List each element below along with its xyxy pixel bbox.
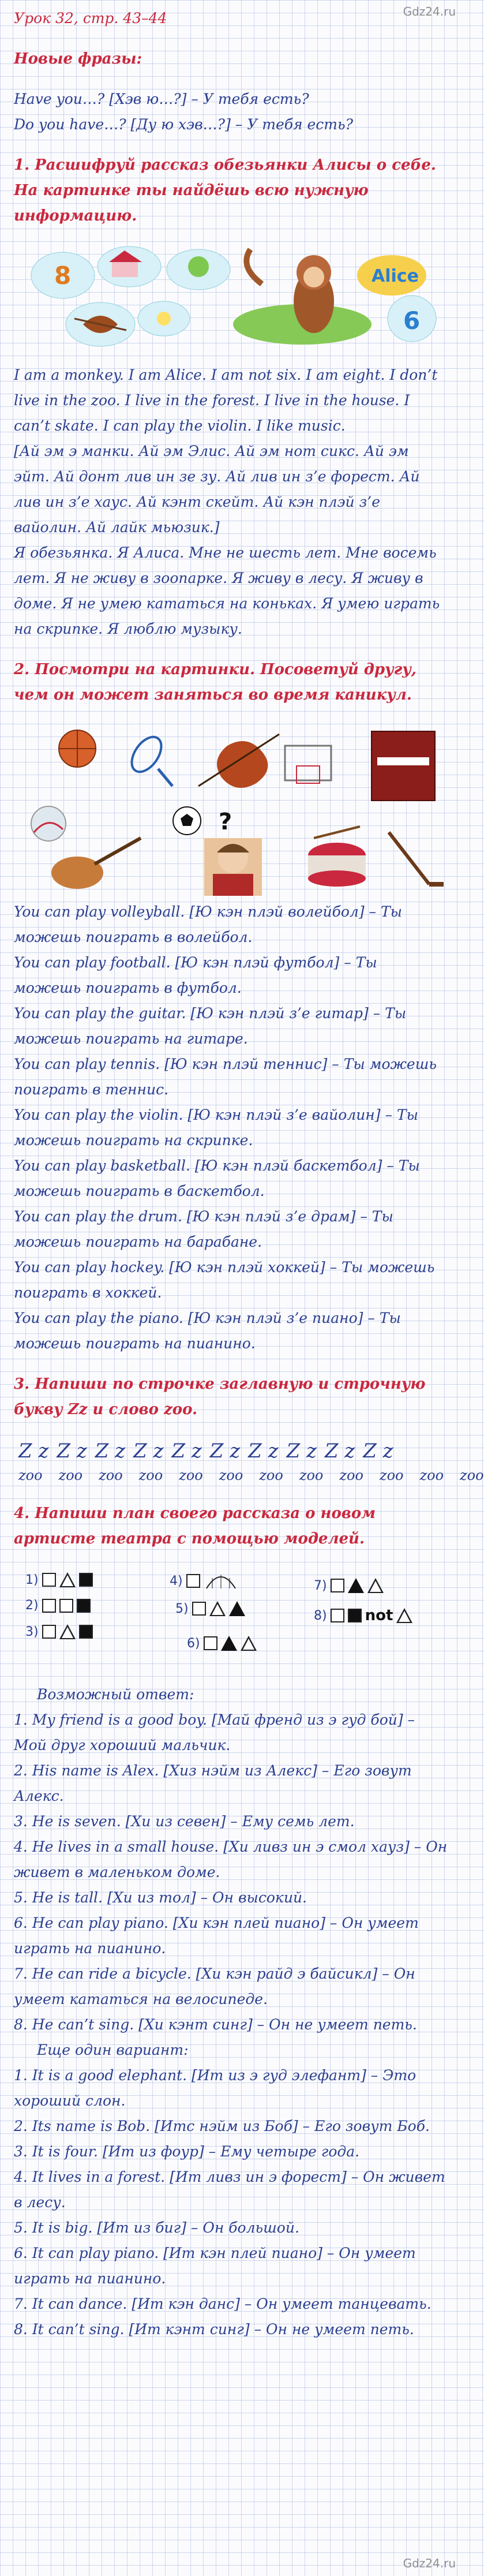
task2-line-6: You can play basketball. [Ю кэн плэй баскетбол] – Ты можешь поиграть в баскетбол.	[14, 1157, 420, 1199]
lesson-header: Урок 32, стр. 43–44	[14, 10, 167, 27]
model-5-label: 5)	[175, 1601, 189, 1616]
model-6-label: 6)	[187, 1636, 200, 1651]
answer2-line-2: 2. Its name is Bob. [Итс нэйм из Боб] – Его зовут Боб.	[14, 2118, 430, 2134]
answer2-line-4: 4. It lives in a forest. [Ит ливз ин э форест] – Он живет в лесу.	[14, 2169, 445, 2211]
picture1-label-6: 6	[403, 306, 421, 335]
answer1-line-6: 6. He can play piano. [Хи кэн плей пиано] – Он умеет играть на пианино.	[14, 1915, 419, 1957]
guitar-icon	[51, 857, 103, 889]
square-icon	[204, 1636, 217, 1650]
model-1	[25, 1572, 93, 1587]
task2-line-3: You can play the guitar. [Ю кэн плэй з’е гитар] – Ты можешь поиграть на гитаре.	[14, 1005, 407, 1047]
answer1-title: Возможный ответ:	[37, 1686, 194, 1703]
z-letter: Z z	[171, 1440, 202, 1463]
zoo-word: zoo	[179, 1467, 203, 1483]
model-4	[170, 1572, 238, 1590]
triangle-outline-icon	[59, 1572, 76, 1587]
filled-square-icon	[79, 1625, 93, 1639]
square-icon	[42, 1599, 56, 1613]
square-icon	[42, 1625, 56, 1639]
z-letter: Z z	[248, 1440, 279, 1463]
z-letter: Z z	[18, 1440, 49, 1463]
square-icon	[59, 1599, 73, 1613]
model-4-label: 4)	[170, 1573, 183, 1588]
triangle-filled-icon	[229, 1601, 245, 1616]
task2-line-1: You can play volleyball. [Ю кэн плэй волейбол] – Ты можешь поиграть в волейбол.	[14, 903, 403, 945]
z-letter: Z z	[209, 1440, 241, 1463]
story-models	[14, 1566, 448, 1682]
house-icon	[204, 1572, 238, 1590]
phrase-1: Have you…? [Хэв ю…?] – У тебя есть?	[14, 91, 309, 107]
triangle-filled-icon	[221, 1636, 237, 1651]
model-1-label: 1)	[25, 1572, 39, 1587]
activities-illustration-svg	[14, 723, 448, 896]
zoo-word: zoo	[58, 1467, 83, 1483]
answer2-line-6: 6. It can play piano. [Ит кэн плей пиано] – Он умеет играть на пианино.	[14, 2245, 416, 2287]
model-6	[187, 1636, 257, 1651]
z-letter: Z z	[133, 1440, 164, 1463]
model-2-label: 2)	[25, 1598, 39, 1613]
square-icon	[331, 1579, 344, 1592]
task2-line-8: You can play hockey. [Ю кэн плэй хоккей] – Ты можешь поиграть в хоккей.	[14, 1259, 435, 1301]
z-letter: Z z	[324, 1440, 355, 1463]
zoo-word: zoo	[299, 1467, 324, 1483]
phrase-2: Do you have…? [Ду ю хэв…?] – У тебя есть?	[14, 116, 354, 133]
picture1-label-8: 8	[54, 261, 72, 290]
answer1-line-5: 5. He is tall. [Хи из тол] – Он высокий.	[14, 1889, 307, 1906]
model-3	[25, 1624, 93, 1639]
violin-icon	[217, 741, 268, 788]
filled-square-icon	[77, 1599, 91, 1613]
basketball-hoop-icon	[285, 746, 331, 780]
not-label: not	[365, 1607, 393, 1624]
answer1-line-2: 2. His name is Alex. [Хиз нэйм из Алекс] – Его зовут Алекс.	[14, 1762, 412, 1804]
task2-line-5: You can play the violin. [Ю кэн плэй з’е вайолин] – Ты можешь поиграть на скрипке.	[14, 1106, 418, 1149]
answer1-line-1: 1. My friend is a good boy. [Май френд из э гуд бой] – Мой друг хороший мальчик.	[14, 1711, 415, 1754]
model-7-label: 7)	[314, 1578, 327, 1593]
zoo-words-row	[14, 1465, 484, 1486]
task2-line-4: You can play tennis. [Ю кэн плэй теннис] – Ты можешь поиграть в теннис.	[14, 1056, 437, 1098]
model-5	[175, 1601, 245, 1616]
task1-transcription: [Ай эм э манки. Ай эм Элис. Ай эм нот сикс. Ай эм эйт. Ай донт лив ин зе зу. Ай лив ин з’е форест. Ай лив ин з’е хаус. Ай кэнт скейт. Ай кэн плэй з’е вайолин. Ай лайк мьюзик.]	[14, 443, 420, 536]
task1-translation: Я обезьянка. Я Алиса. Мне не шесть лет. Мне восемь лет. Я не живу в зоопарке. Я живу в лесу. Я живу в доме. Я не умею кататься на коньках. Я умею играть на скрипке. Я люблю музыку.	[14, 544, 440, 637]
zoo-word: zoo	[339, 1467, 363, 1483]
z-letter: Z z	[363, 1440, 393, 1463]
answer2-line-1: 1. It is a good elephant. [Ит из э гуд элефант] – Это хороший слон.	[14, 2067, 417, 2109]
zoo-word: zoo	[379, 1467, 404, 1483]
answer2-title: Еще один вариант:	[37, 2042, 189, 2058]
answer1-line-8: 8. He can’t sing. [Хи кэнт синг] – Он не умеет петь.	[14, 2016, 417, 2033]
zoo-word: zoo	[18, 1467, 43, 1483]
task2-line-2: You can play football. [Ю кэн плэй футбол] – Ты можешь поиграть в футбол.	[14, 954, 377, 996]
triangle-filled-icon	[348, 1578, 364, 1593]
triangle-outline-icon	[396, 1608, 412, 1623]
hockey-stick-icon	[389, 832, 429, 884]
triangle-outline-icon	[241, 1636, 257, 1651]
square-icon	[42, 1573, 56, 1587]
z-letter: Z z	[57, 1440, 87, 1463]
square-icon	[192, 1602, 206, 1616]
task1-text: I am a monkey. I am Alice. I am not six. I am eight. I don’t live in the zoo. I live in the forest. I live in the house. I can’t skate. I can play the violin. I like music.	[14, 367, 438, 434]
task2-line-7: You can play the drum. [Ю кэн плэй з’е драм] – Ты можешь поиграть на барабане.	[14, 1208, 393, 1250]
picture1-label-alice: Alice	[372, 266, 419, 286]
monkey-illustration-svg	[14, 244, 448, 359]
answer1-line-3: 3. He is seven. [Хи из севен] – Ему семь лет.	[14, 1813, 355, 1830]
task2-line-9: You can play the piano. [Ю кэн плэй з’е пиано] – Ты можешь поиграть на пианино.	[14, 1310, 401, 1352]
filled-square-icon	[79, 1573, 93, 1587]
question-mark: ?	[219, 809, 232, 835]
new-phrases-title: Новые фразы:	[14, 50, 142, 68]
site-watermark: Gdz24.ru	[403, 5, 456, 18]
answer2-line-3: 3. It is four. [Ит из фоур] – Ему четыре года.	[14, 2143, 360, 2160]
model-8	[314, 1607, 412, 1624]
square-icon	[186, 1574, 200, 1588]
model-2	[25, 1598, 91, 1613]
answer2-line-5: 5. It is big. [Ит из биг] – Он большой.	[14, 2219, 299, 2236]
filled-square-icon	[348, 1609, 362, 1622]
site-watermark-bottom: Gdz24.ru	[403, 2556, 456, 2570]
answer2-line-7: 7. It can dance. [Ит кэн данс] – Он умеет танцевать.	[14, 2295, 432, 2312]
square-icon	[331, 1609, 344, 1622]
answer1-line-4: 4. He lives in a small house. [Хи ливз ин э смол хауз] – Он живет в маленьком доме.	[14, 1838, 448, 1880]
answer1-line-7: 7. He can ride a bicycle. [Хи кэн райд э байсикл] – Он умеет кататься на велосипеде.	[14, 1965, 415, 2007]
z-letter: Z z	[286, 1440, 317, 1463]
model-7	[314, 1578, 384, 1593]
task1-title: 1. Расшифруй рассказ обезьянки Алисы о себе. На картинке ты найдёшь всю нужную информацию.	[14, 156, 436, 225]
task4-title: 4. Напиши план своего рассказа о новом артисте театра с помощью моделей.	[14, 1505, 376, 1547]
task3-title: 3. Напиши по строчке заглавную и строчную букву Zz и слово zoo.	[14, 1375, 426, 1418]
answer2-line-8: 8. It can’t sing. [Ит кэнт синг] – Он не умеет петь.	[14, 2321, 414, 2338]
task2-title: 2. Посмотри на картинки. Посоветуй другу, чем он может заняться во время каникул.	[14, 661, 417, 704]
zoo-word: zoo	[259, 1467, 283, 1483]
monkey-illustration	[14, 244, 448, 359]
triangle-outline-icon	[59, 1624, 76, 1639]
model-3-label: 3)	[25, 1624, 39, 1639]
triangle-outline-icon	[209, 1601, 226, 1616]
zoo-word: zoo	[419, 1467, 444, 1483]
z-letter: Z z	[95, 1440, 126, 1463]
zoo-word: zoo	[99, 1467, 123, 1483]
model-8-label: 8)	[314, 1608, 327, 1623]
zoo-word: zoo	[138, 1467, 163, 1483]
zoo-word: zoo	[460, 1467, 484, 1483]
triangle-outline-icon	[367, 1578, 384, 1593]
z-letters-row	[14, 1437, 448, 1465]
activities-illustration	[14, 723, 448, 896]
content	[14, 6, 484, 2342]
piano-icon	[372, 731, 435, 801]
zoo-word: zoo	[219, 1467, 243, 1483]
